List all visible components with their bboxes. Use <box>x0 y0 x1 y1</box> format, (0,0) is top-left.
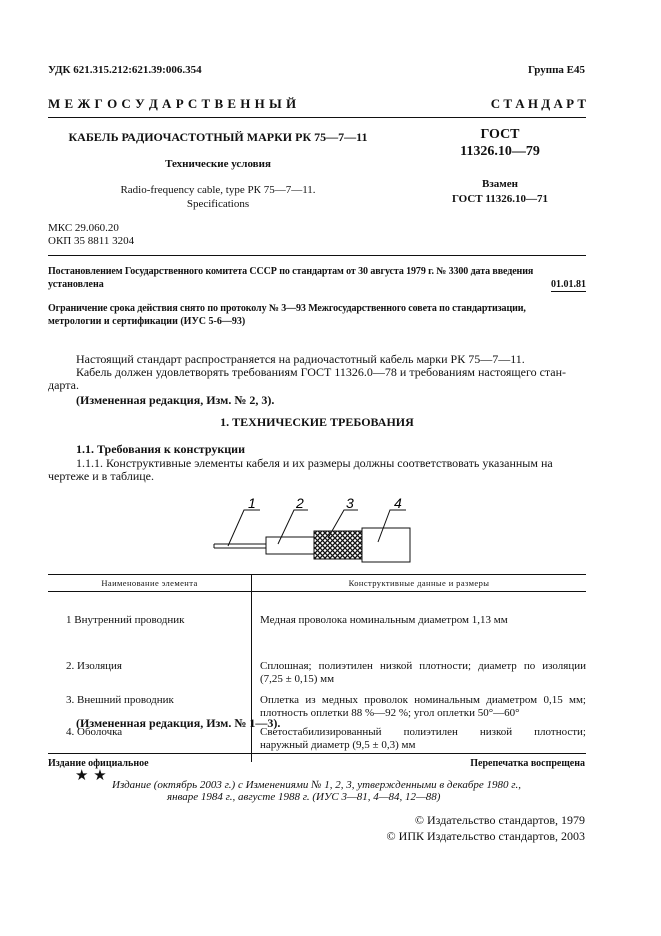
table-cell-data-line1: Светостабилизированный полиэтилен низкой плотности; <box>260 726 586 738</box>
banner-word-interstate: М Е Ж Г О С У Д А Р С Т В Е Н Н Ы Й <box>48 96 297 111</box>
table-cell-name: 1 Внутренний проводник <box>48 592 252 661</box>
copyright-1979: © Издательство стандартов, 1979 <box>414 813 585 827</box>
callout-1: 1 <box>248 495 256 511</box>
group-code: Группа Е45 <box>527 64 585 76</box>
udk-code: УДК 621.315.212:621.39:006.354 <box>48 64 202 76</box>
introduction-date: 01.01.81 <box>551 279 586 290</box>
section-paragraph-line1: 1.1.1. Конструктивные элементы кабеля и их размеры должны соответствовать указанным на <box>76 456 553 470</box>
replaces-number: ГОСТ 11326.10—71 <box>451 193 549 205</box>
codes-rule <box>48 255 586 256</box>
document-subtitle: Технические условия <box>165 158 271 170</box>
english-title-line1: Radio-frequency cable, type РК 75—7—11. <box>120 184 316 196</box>
table-cell-data-line2: плотность оплетки 88 %—92 %; угол оплетки 50°—60° <box>260 707 520 719</box>
footer-rule <box>48 753 586 754</box>
decree-line1: Постановлением Государственного комитета СССР по стандартам от 30 августа 1979 г. № 3300 дата введения <box>48 266 534 277</box>
table-cell-data-line1: Медная проволока номинальным диаметром 1,13 мм <box>260 614 508 626</box>
english-title-line2: Specifications <box>186 198 250 210</box>
outer-conductor-braid <box>314 531 362 559</box>
table-cell-data-line2: наружный диаметр (9,5 ± 0,3) мм <box>260 739 416 751</box>
callout-4: 4 <box>394 495 402 511</box>
reprint-prohibited-label: Перепечатка воспрещена <box>470 758 585 769</box>
gost-label: ГОСТ <box>480 127 520 142</box>
table-cell-name: 2. Изоляция <box>48 660 252 690</box>
decree-line2: установлена <box>48 279 104 290</box>
table-cell-data <box>252 690 587 724</box>
intro-amendment: (Измененная редакция, Изм. № 2, 3). <box>76 393 275 407</box>
table-cell-name: 3. Внешний проводник <box>48 690 252 724</box>
table-header-element: Наименование элемента <box>48 575 252 592</box>
copyright-2003: © ИПК Издательство стандартов, 2003 <box>386 829 585 843</box>
table-cell-data <box>252 592 587 661</box>
stars-mark: ★ ★ <box>75 766 107 784</box>
mks-code: МКС 29.060.20 <box>48 222 119 234</box>
edition-note-line1: Издание (октябрь 2003 г.) с Изменениями № 1, 2, 3, утвержденными в декабре 1980 г., <box>112 779 521 791</box>
header-rule <box>48 117 586 118</box>
okp-code: ОКП 35 8811 3204 <box>48 235 135 247</box>
cable-cross-section-drawing <box>200 488 430 570</box>
table-cell-data <box>252 724 587 762</box>
official-edition-label: Издание официальное <box>48 758 149 769</box>
section-paragraph-line2: чертеже и в таблице. <box>48 469 155 483</box>
insulation-layer <box>266 537 316 554</box>
inner-conductor <box>214 544 270 548</box>
callout-2: 2 <box>296 495 304 511</box>
gost-number: 11326.10—79 <box>460 144 540 159</box>
intro-paragraph-2-line2: дарта. <box>48 378 79 392</box>
table-row <box>48 660 586 690</box>
edition-note-line2: январе 1984 г., августе 1988 г. (ИУС 3—81, 4—84, 12—88) <box>167 791 441 803</box>
intro-paragraph-1: Настоящий стандарт распространяется на радиочастотный кабель марки РК 75—7—11. <box>76 352 525 366</box>
document-title: КАБЕЛЬ РАДИОЧАСТОТНЫЙ МАРКИ РК 75—7—11 <box>68 130 368 144</box>
replaces-label: Взамен <box>482 178 518 190</box>
table-amendment: (Измененная редакция, Изм. № 1—3). <box>76 716 281 730</box>
callout-3: 3 <box>346 495 354 511</box>
section-heading: 1. ТЕХНИЧЕСКИЕ ТРЕБОВАНИЯ <box>220 415 414 429</box>
table-cell-data-line1: Оплетка из медных проволок номинальным диаметром 0,15 мм; <box>260 694 586 706</box>
restriction-line2: метрологии и сертификации (ИУС 5-6—93) <box>48 316 246 327</box>
table-cell-data-line2: (7,25 ± 0,15) мм <box>260 673 335 685</box>
construction-table <box>48 574 586 762</box>
subsection-heading: 1.1. Требования к конструкции <box>76 442 246 456</box>
table-cell-data-line1: Сплошная; полиэтилен низкой плотности; диаметр по изоляции <box>260 660 586 672</box>
banner-word-standard: С Т А Н Д А Р Т <box>490 96 586 111</box>
intro-paragraph-2-line1: Кабель должен удовлетворять требованиям ГОСТ 11326.0—78 и требованиям настоящего стан- <box>76 365 567 379</box>
table-header-data: Конструктивные данные и размеры <box>252 575 587 592</box>
outer-jacket <box>362 528 410 562</box>
restriction-line1: Ограничение срока действия снято по протоколу № 3—93 Межгосударственного совета по стандартизации, <box>48 303 526 314</box>
table-cell-data <box>252 660 587 690</box>
table-header-row <box>48 575 586 592</box>
table-row <box>48 592 586 661</box>
table-cell-name: 4. Оболочка <box>48 724 252 762</box>
